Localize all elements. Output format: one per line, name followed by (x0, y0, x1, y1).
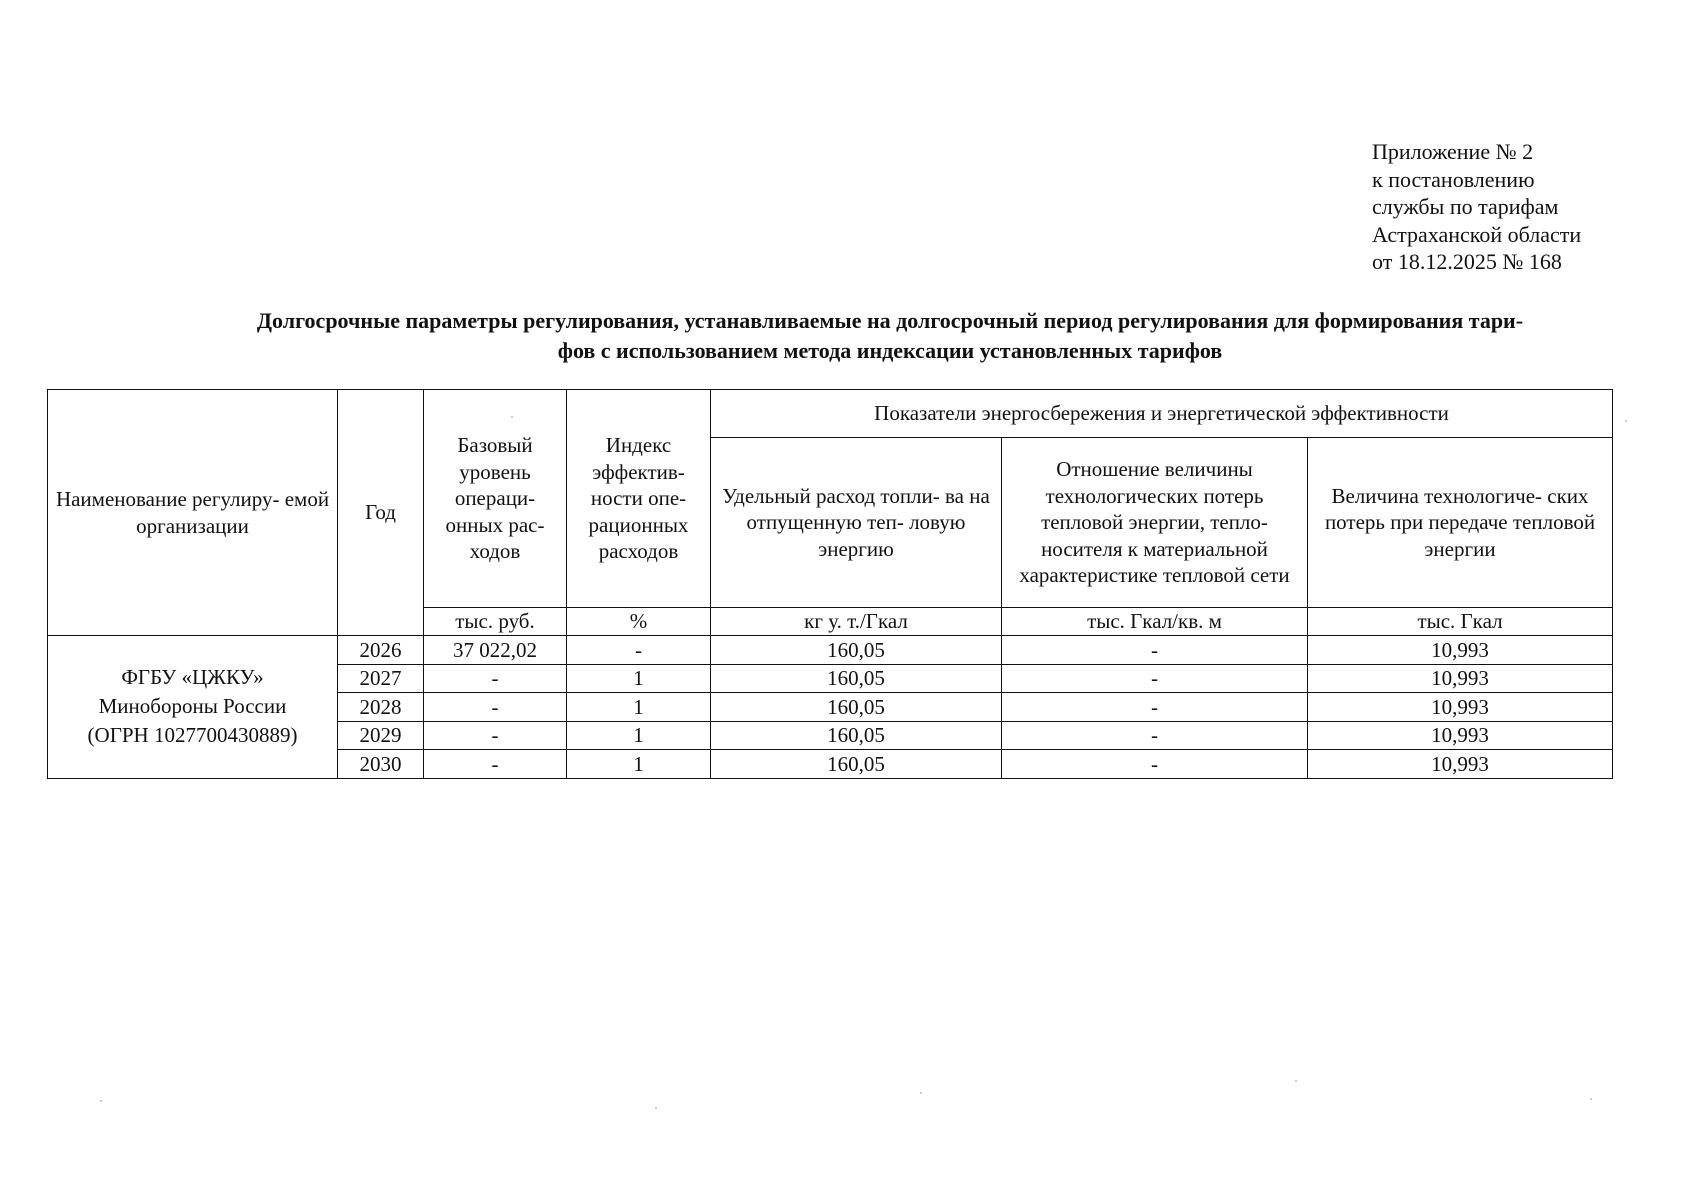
organization-ministry: Минобороны России (98, 694, 287, 719)
unit-base-level: тыс. руб. (424, 608, 567, 636)
cell-tech-losses: 10,993 (1308, 664, 1613, 693)
cell-tech-losses: 10,993 (1308, 721, 1613, 750)
appendix-line: от 18.12.2025 № 168 (1372, 249, 1562, 274)
header-base-level: Базовый уровень операци- онных рас- ходов (424, 390, 567, 608)
cell-year: 2028 (338, 693, 424, 722)
appendix-line: к постановлению (1372, 166, 1535, 192)
scan-speck (1625, 420, 1627, 422)
header-year: Год (338, 390, 424, 636)
appendix-block (1372, 138, 1581, 276)
appendix-line: Приложение № 2 (1372, 139, 1534, 164)
cell-fuel-rate: 160,05 (711, 636, 1002, 665)
cell-year: 2027 (338, 664, 424, 693)
header-efficiency-index: Индекс эффектив- ности опе- рационных расходов (567, 390, 711, 608)
cell-base-level: - (424, 750, 567, 779)
appendix-line: службы по тарифам (1372, 194, 1559, 219)
cell-fuel-rate: 160,05 (711, 693, 1002, 722)
title-line-2: фов с использованием метода индексации установленных тарифов (557, 338, 1223, 363)
cell-loss-ratio: - (1002, 750, 1308, 779)
scan-speck (100, 1100, 102, 1102)
parameters-table (47, 389, 1613, 779)
cell-efficiency-index: 1 (567, 664, 711, 693)
cell-loss-ratio: - (1002, 636, 1308, 665)
header-org-name: Наименование регулиру- емой организации (48, 390, 338, 636)
cell-tech-losses: 10,993 (1308, 636, 1613, 665)
cell-fuel-rate: 160,05 (711, 721, 1002, 750)
unit-fuel-rate: кг у. т./Гкал (711, 608, 1002, 636)
unit-loss-ratio: тыс. Гкал/кв. м (1002, 608, 1308, 636)
scan-speck (1590, 1098, 1592, 1100)
organization-name: ФГБУ «ЦЖКУ» (121, 665, 264, 690)
cell-loss-ratio: - (1002, 721, 1308, 750)
cell-base-level: - (424, 693, 567, 722)
unit-tech-losses: тыс. Гкал (1308, 608, 1613, 636)
header-energy-group: Показатели энергосбережения и энергетической эффективности (711, 390, 1613, 438)
header-loss-ratio: Отношение величины технологических потерь тепловой энергии, тепло- носителя к материальной характеристике тепловой сети (1002, 438, 1308, 608)
document-title (160, 306, 1620, 366)
table-row (48, 636, 1613, 665)
cell-loss-ratio: - (1002, 664, 1308, 693)
cell-tech-losses: 10,993 (1308, 693, 1613, 722)
cell-base-level: - (424, 664, 567, 693)
cell-year: 2029 (338, 721, 424, 750)
scan-speck (511, 416, 513, 418)
cell-fuel-rate: 160,05 (711, 750, 1002, 779)
cell-base-level: - (424, 721, 567, 750)
cell-efficiency-index: 1 (567, 693, 711, 722)
header-tech-losses: Величина технологиче- ских потерь при передаче тепловой энергии (1308, 438, 1613, 608)
appendix-line: Астраханской области (1372, 221, 1582, 247)
cell-efficiency-index: - (567, 636, 711, 665)
organization-ogrn: (ОГРН 1027700430889) (87, 723, 298, 748)
cell-fuel-rate: 160,05 (711, 664, 1002, 693)
title-line-1: Долгосрочные параметры регулирования, устанавливаемые на долгосрочный период регулирования для формирования тари- (256, 308, 1524, 333)
cell-year: 2026 (338, 636, 424, 665)
cell-efficiency-index: 1 (567, 750, 711, 779)
cell-base-level: 37 022,02 (424, 636, 567, 665)
scan-speck (655, 1107, 657, 1109)
scan-speck (1295, 1080, 1297, 1082)
cell-loss-ratio: - (1002, 693, 1308, 722)
header-fuel-rate: Удельный расход топли- ва на отпущенную теп- ловую энергию (711, 438, 1002, 608)
cell-year: 2030 (338, 750, 424, 779)
cell-efficiency-index: 1 (567, 721, 711, 750)
organization-cell (48, 636, 338, 779)
scan-speck (920, 1092, 922, 1094)
unit-efficiency-index: % (567, 608, 711, 636)
cell-tech-losses: 10,993 (1308, 750, 1613, 779)
